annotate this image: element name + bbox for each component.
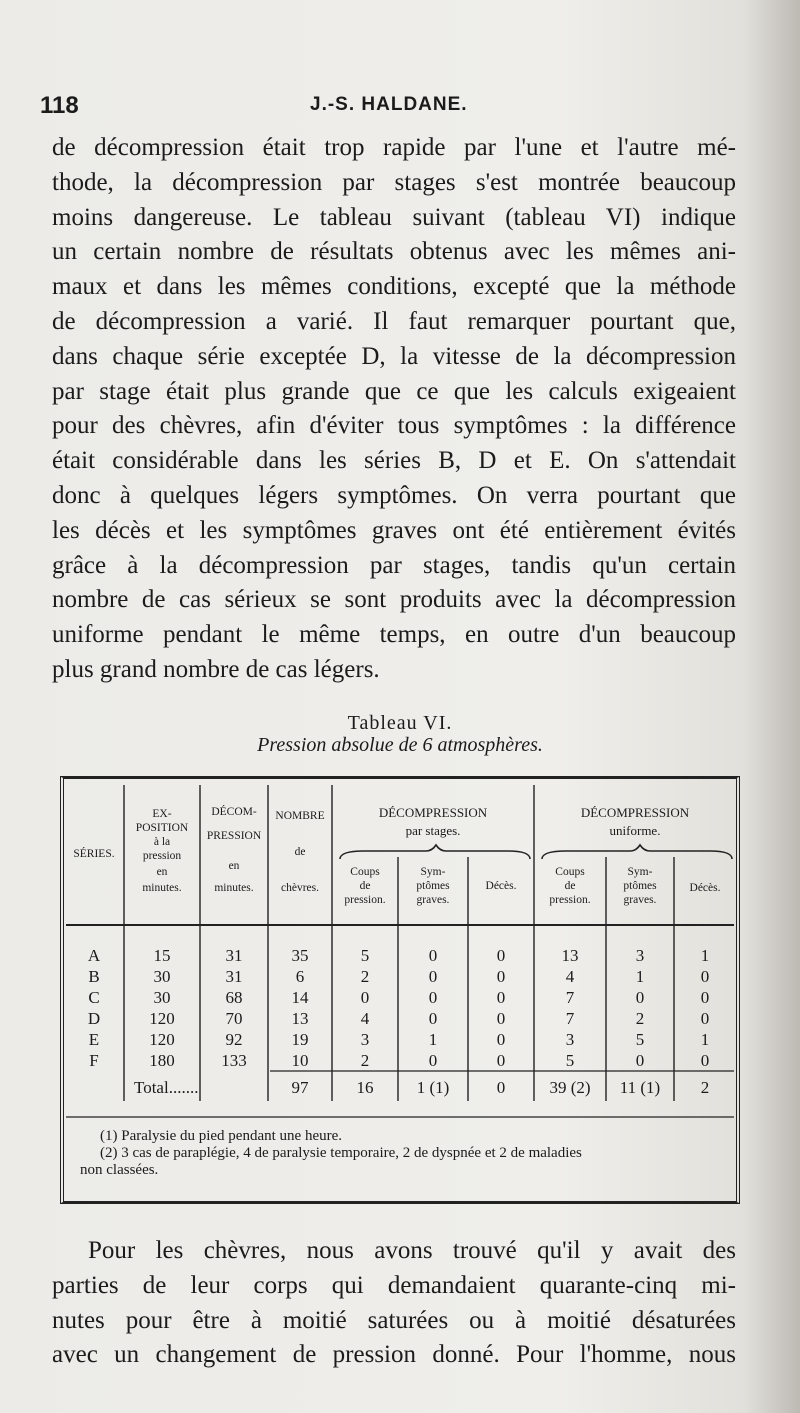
- cell-decompression: 31: [225, 946, 243, 965]
- cell-symptomes-uniforme: 2: [635, 1009, 645, 1028]
- header-exposition-1: EX-: [152, 808, 172, 820]
- header-coups-u-3: pression.: [549, 894, 591, 906]
- text-line: pour des chèvres, afin d'éviter tous symptômes : la différence: [52, 412, 736, 440]
- cell-deces-uniforme: 1: [700, 1030, 710, 1049]
- header-coups-u-2: de: [564, 880, 576, 892]
- header-coups-3: pression.: [344, 894, 386, 906]
- text-line: de décompression était trop rapide par l'une et l'autre mé-: [52, 134, 736, 161]
- cell-total-deces-stages: 0: [496, 1078, 506, 1097]
- header-group-stages-1: DÉCOMPRESSION: [378, 805, 488, 820]
- text-line: par stage était plus grande que ce que les calculs exigeaient: [52, 377, 736, 405]
- header-symptomes-u-1: Sym-: [627, 866, 653, 878]
- text-line: de décompression a varié. Il faut remarquer pourtant que,: [52, 307, 736, 335]
- cell-coups-stages: 0: [360, 988, 370, 1007]
- header-coups-2: de: [359, 880, 371, 892]
- cell-symptomes-stages: 0: [428, 1009, 438, 1028]
- table-row: [88, 967, 709, 986]
- cell-symptomes-uniforme: 3: [635, 946, 645, 965]
- cell-coups-uniforme: 7: [565, 988, 575, 1007]
- header-decompression-2: PRESSION: [206, 830, 262, 842]
- header-symptomes-u-3: graves.: [623, 894, 657, 906]
- header-exposition-4: pression: [142, 850, 182, 862]
- cell-deces-uniforme: 0: [700, 1009, 710, 1028]
- table-row: [89, 1051, 709, 1070]
- text-line: uniforme pendant le même temps, en outre d'un beaucoup: [52, 621, 736, 649]
- header-nombre-1: NOMBRE: [275, 810, 325, 822]
- text-line: parties de leur corps qui demandaient quarante-cinq mi-: [52, 1271, 736, 1299]
- cell-exposition: 120: [149, 1009, 175, 1028]
- table-header: [73, 804, 720, 906]
- text-line: nombre de cas sérieux se sont produits avec la décompression: [52, 586, 736, 614]
- cell-deces-stages: 0: [496, 988, 506, 1007]
- header-decompression-4: minutes.: [214, 882, 254, 894]
- cell-nombre: 19: [291, 1030, 309, 1049]
- cell-deces-stages: 0: [496, 967, 506, 986]
- cell-exposition: 30: [153, 988, 171, 1007]
- group-braces: [340, 845, 732, 859]
- table-row: [88, 988, 709, 1007]
- cell-series: E: [88, 1030, 100, 1049]
- cell-deces-stages: 0: [496, 1051, 506, 1070]
- cell-exposition: 15: [153, 946, 171, 965]
- cell-decompression: 92: [225, 1030, 243, 1049]
- cell-symptomes-stages: 0: [428, 988, 438, 1007]
- text-line: les décès et les symptômes graves ont été entièrement évités: [52, 516, 736, 544]
- cell-series: A: [87, 946, 101, 965]
- cell-series: F: [89, 1051, 99, 1070]
- cell-coups-stages: 2: [360, 967, 370, 986]
- text-line: thode, la décompression par stages s'est montrée beaucoup: [52, 168, 736, 196]
- cell-symptomes-stages: 0: [428, 1051, 438, 1070]
- cell-total-symptomes-stages: 1 (1): [416, 1078, 450, 1097]
- cell-coups-uniforme: 7: [565, 1009, 575, 1028]
- header-deces-stages: Décès.: [485, 880, 517, 892]
- text-line: était considérable dans les séries B, D et E. On s'attendait: [52, 447, 736, 475]
- header-deces-uniforme: Décès.: [689, 882, 721, 894]
- text-line: un certain nombre de résultats obtenus avec les mêmes ani-: [52, 238, 736, 266]
- table-footnotes: [80, 1128, 730, 1179]
- cell-decompression: 68: [225, 988, 243, 1007]
- header-decompression-1: DÉCOM-: [211, 806, 257, 818]
- cell-series: B: [88, 967, 100, 986]
- text-line: Pour les chèvres, nous avons trouvé qu'il y avait des: [88, 1237, 736, 1264]
- header-coups-1: Coups: [350, 866, 380, 878]
- header-symptomes-2: ptômes: [416, 880, 450, 892]
- cell-deces-stages: 0: [496, 1030, 506, 1049]
- cell-deces-uniforme: 1: [700, 946, 710, 965]
- header-coups-u-1: Coups: [555, 866, 585, 878]
- header-nombre-2: de: [294, 846, 306, 858]
- paragraph-goats: [52, 1234, 736, 1373]
- cell-total-symptomes-uniforme: 11 (1): [619, 1078, 661, 1097]
- paragraph-intro: [52, 131, 736, 688]
- text-line: grâce à la décompression par stages, tandis qu'un certain: [52, 551, 736, 579]
- text-line: dans chaque série exceptée D, la vitesse de la décompression: [52, 342, 736, 370]
- page-number: 118: [40, 92, 79, 119]
- cell-coups-stages: 5: [360, 946, 370, 965]
- cell-total-deces-uniforme: 2: [700, 1078, 710, 1097]
- table-row: [89, 1030, 709, 1049]
- cell-coups-uniforme: 4: [565, 967, 575, 986]
- cell-nombre: 6: [295, 967, 305, 986]
- footnote-2: (2) 3 cas de paraplégie, 4 de paralysie temporaire, 2 de dyspnée et 2 de maladies: [100, 1145, 582, 1161]
- cell-total-coups-stages: 16: [356, 1078, 374, 1097]
- running-head: J.-S. HALDANE.: [310, 94, 468, 115]
- text-line: moins dangereuse. Le tableau suivant (tableau VI) indique: [52, 203, 736, 231]
- cell-symptomes-uniforme: 1: [635, 967, 645, 986]
- text-line: nutes pour être à moitié saturées ou à moitié désaturées: [52, 1306, 736, 1334]
- header-group-stages-2: par stages.: [405, 823, 461, 838]
- cell-nombre: 13: [291, 1009, 309, 1028]
- cell-coups-stages: 4: [360, 1009, 370, 1028]
- cell-series: D: [87, 1009, 101, 1028]
- footnote-1: (1) Paralysie du pied pendant une heure.: [100, 1128, 342, 1144]
- header-symptomes-3: graves.: [416, 894, 450, 906]
- cell-total-label: Total.......: [134, 1078, 199, 1097]
- header-symptomes-1: Sym-: [420, 866, 446, 878]
- cell-nombre: 35: [291, 946, 309, 965]
- header-group-uniforme-1: DÉCOMPRESSION: [580, 805, 690, 820]
- header-exposition-5: en: [156, 866, 168, 878]
- cell-coups-stages: 2: [360, 1051, 370, 1070]
- header-exposition-3: à la: [153, 836, 171, 848]
- text-line: avec un changement de pression donné. Pour l'homme, nous: [52, 1341, 736, 1369]
- cell-total-nombre: 97: [291, 1078, 309, 1097]
- cell-symptomes-stages: 0: [428, 946, 438, 965]
- header-symptomes-u-2: ptômes: [623, 880, 657, 892]
- header-exposition-2: POSITION: [135, 822, 189, 834]
- cell-symptomes-stages: 0: [428, 967, 438, 986]
- header-nombre-3: chèvres.: [281, 882, 319, 894]
- footnote-2-continued: non classées.: [80, 1162, 159, 1178]
- cell-total-coups-uniforme: 39 (2): [549, 1078, 591, 1097]
- cell-exposition: 120: [149, 1030, 175, 1049]
- cell-exposition: 180: [149, 1051, 175, 1070]
- cell-series: C: [88, 988, 100, 1007]
- cell-exposition: 30: [153, 967, 171, 986]
- text-line: maux et dans les mêmes conditions, excepté que la méthode: [52, 273, 736, 301]
- cell-coups-uniforme: 13: [561, 946, 579, 965]
- cell-symptomes-stages: 1: [428, 1030, 438, 1049]
- page-header: [40, 92, 740, 122]
- table-total-row: [134, 1078, 709, 1097]
- cell-symptomes-uniforme: 5: [635, 1030, 645, 1049]
- cell-deces-stages: 0: [496, 946, 506, 965]
- text-line: plus grand nombre de cas légers.: [52, 655, 380, 683]
- header-series: SÉRIES.: [73, 848, 115, 860]
- cell-deces-uniforme: 0: [700, 1051, 710, 1070]
- header-decompression-3: en: [228, 860, 240, 872]
- cell-nombre: 10: [291, 1051, 309, 1070]
- cell-coups-uniforme: 3: [565, 1030, 575, 1049]
- cell-deces-stages: 0: [496, 1009, 506, 1028]
- cell-coups-uniforme: 5: [565, 1051, 575, 1070]
- cell-symptomes-uniforme: 0: [635, 1051, 645, 1070]
- header-group-uniforme-2: uniforme.: [609, 823, 661, 838]
- cell-nombre: 14: [291, 988, 309, 1007]
- cell-deces-uniforme: 0: [700, 967, 710, 986]
- cell-deces-uniforme: 0: [700, 988, 710, 1007]
- cell-symptomes-uniforme: 0: [635, 988, 645, 1007]
- cell-decompression: 70: [225, 1009, 243, 1028]
- header-exposition-6: minutes.: [142, 882, 182, 894]
- table-caption: Tableau VI.: [347, 712, 453, 734]
- cell-decompression: 133: [221, 1051, 247, 1070]
- cell-coups-stages: 3: [360, 1030, 370, 1049]
- cell-decompression: 31: [225, 967, 243, 986]
- text-line: donc à quelques légers symptômes. On verra pourtant que: [52, 481, 736, 509]
- table-subtitle: Pression absolue de 6 atmosphères.: [257, 734, 543, 756]
